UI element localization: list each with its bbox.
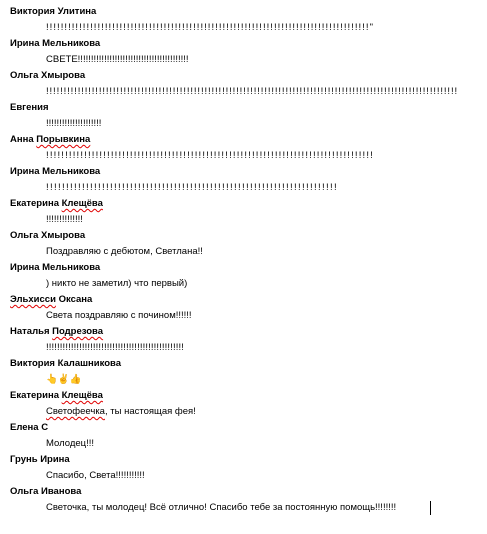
comment-author: Ирина Мельникова	[10, 38, 101, 49]
comment-author: Грунь Ирина	[10, 454, 70, 465]
comment-message[interactable]: !!!!!!!!!!!!!!!!!!!!!!!!!!!!!!!!!!!!!!!!!!!!!!!!!!!!!!!!!!!!!!!!!!!!!!!!!!!!!!!!!!!!!!!!"	[46, 22, 374, 33]
comment-message[interactable]: !!!!!!!!!!!!!!	[46, 214, 83, 225]
author-name-misspelled: Клещёва	[61, 390, 103, 401]
author-name-misspelled: Подрезова	[52, 326, 104, 337]
comment-author: Ольга Хмырова	[10, 230, 86, 241]
comment-message[interactable]: ) никто не заметил) что первый)	[46, 278, 188, 289]
comment-author: Виктория Улитина	[10, 6, 97, 17]
comment-message[interactable]: Поздравляю с дебютом, Светлана!!	[46, 246, 203, 257]
comment-message[interactable]: СВЕТЕ!!!!!!!!!!!!!!!!!!!!!!!!!!!!!!!!!!!!!!!!!!	[46, 54, 189, 65]
comment-author	[10, 294, 92, 306]
comment-author	[10, 198, 103, 210]
comment-message[interactable]: !!!!!!!!!!!!!!!!!!!!!!!!!!!!!!!!!!!!!!!!!!!!!!!!!!!!!!!!!!!!!!!!!!!!!!!!!!!!!!!!!!!!!!!!!!!!!!!!!!!!!!!!!!!!!!!!!!!!!	[46, 86, 458, 97]
comment-message[interactable]: Молодец!!!	[46, 438, 95, 449]
message-misspelled-word: Светофеечка	[46, 406, 105, 417]
text-cursor	[430, 501, 431, 515]
author-name-part: Екатерина	[10, 390, 62, 401]
comment-message[interactable]: Светочка, ты молодец! Всё отлично! Спасибо тебе за постоянную помощь!!!!!!!!	[46, 502, 397, 513]
author-name-misspelled: Клещёва	[61, 198, 103, 209]
comment-author	[10, 390, 103, 402]
message-text: , ты настоящая фея!	[104, 406, 196, 417]
comment-message[interactable]	[46, 406, 196, 418]
comment-message[interactable]: !!!!!!!!!!!!!!!!!!!!!!!!!!!!!!!!!!!!!!!!!!!!!!!!!!	[46, 342, 184, 353]
comment-author: Ирина Мельникова	[10, 262, 101, 273]
author-name-part: Оксана	[55, 294, 93, 305]
comment-author: Ирина Мельникова	[10, 166, 101, 177]
author-name-part: Екатерина	[10, 198, 62, 209]
comment-message[interactable]: Света поздравляю с почином!!!!!!	[46, 310, 192, 321]
comment-message[interactable]: Спасибо, Света!!!!!!!!!!!	[46, 470, 145, 481]
author-name-part: Наталья	[10, 326, 53, 337]
comment-author: Елена С	[10, 422, 49, 433]
comment-author: Евгения	[10, 102, 49, 113]
comment-message[interactable]: 👆✌👍	[46, 374, 82, 385]
comment-author: Ольга Иванова	[10, 486, 82, 497]
comment-message[interactable]: !!!!!!!!!!!!!!!!!!!!!!!!!!!!!!!!!!!!!!!!!!!!!!!!!!!!!!!!!!!!!!!!!!!!!!!!!!!!!!!!!!!!!!	[46, 150, 374, 161]
comment-author: Ольга Хмырова	[10, 70, 86, 81]
author-name-misspelled: Порывкина	[36, 134, 91, 145]
comment-author	[10, 326, 103, 338]
comment-author	[10, 134, 90, 146]
comment-message[interactable]: !!!!!!!!!!!!!!!!!!!!!	[46, 118, 102, 129]
comment-message[interactable]: !!!!!!!!!!!!!!!!!!!!!!!!!!!!!!!!!!!!!!!!!!!!!!!!!!!!!!!!!!!!!!!!!!!!!!!!!	[46, 182, 338, 193]
author-name-misspelled: Эльхисси	[10, 294, 56, 305]
comment-author: Виктория Калашникова	[10, 358, 122, 369]
author-name-part: Анна	[10, 134, 37, 145]
